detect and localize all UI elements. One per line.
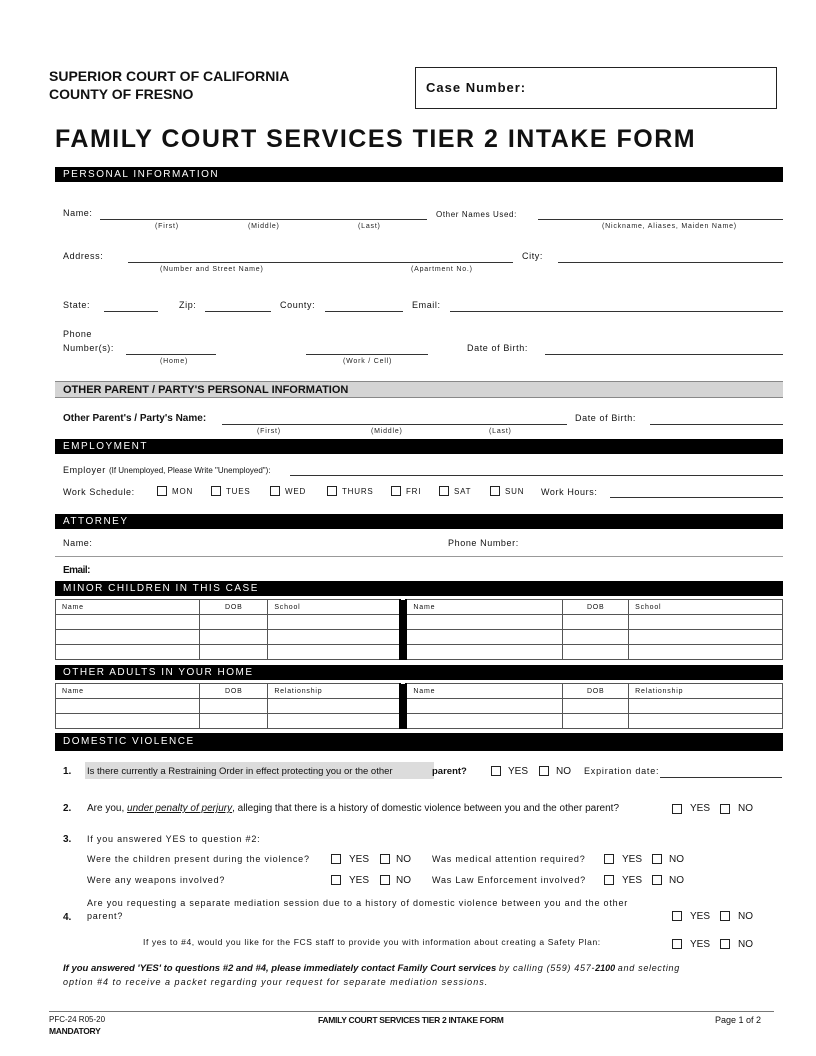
col-dob: DOB <box>200 600 268 615</box>
city-field[interactable] <box>558 262 783 263</box>
case-number-label: Case Number: <box>426 80 527 95</box>
other-names-hint: (Nickname, Aliases, Maiden Name) <box>602 223 737 230</box>
col-school-2: School <box>629 600 783 615</box>
safety-plan-no-checkbox[interactable] <box>720 939 730 949</box>
footer-rule <box>49 1011 774 1012</box>
q4-no-label: NO <box>738 911 753 922</box>
form-title: FAMILY COURT SERVICES TIER 2 INTAKE FORM <box>55 125 697 153</box>
section-attorney: ATTORNEY <box>55 514 783 529</box>
q4-number: 4. <box>63 912 72 923</box>
phone-label-1: Phone <box>63 329 93 339</box>
q4-follow-text: If yes to #4, would you like for the FCS staff to provide you with information about creating a Safety Plan: <box>143 937 601 947</box>
fri-label: FRI <box>406 487 422 496</box>
q3b-no-label: NO <box>669 854 684 865</box>
phone-label-2: Number(s): <box>63 343 115 353</box>
tues-checkbox[interactable] <box>211 486 221 496</box>
col-school: School <box>268 600 400 615</box>
fri-checkbox[interactable] <box>391 486 401 496</box>
dv-note-phone-end: 2100 <box>595 963 616 973</box>
q2-no-label: NO <box>738 803 753 814</box>
q2-number: 2. <box>63 803 72 814</box>
employer-label-text: Employer <box>63 465 106 475</box>
work-hours-field[interactable] <box>610 497 783 498</box>
q3c-text: Were any weapons involved? <box>87 875 226 885</box>
apartment-hint: (Apartment No.) <box>411 266 473 273</box>
tues-label: TUES <box>226 487 251 496</box>
q3a-yes-checkbox[interactable] <box>331 854 341 864</box>
col-name-2: Name <box>406 600 562 615</box>
table-row[interactable] <box>56 630 783 645</box>
name-label: Name: <box>63 208 93 218</box>
dv-note-line2: option #4 to receive a packet regarding your request for separate mediation sessions. <box>63 977 489 987</box>
q1-number: 1. <box>63 766 72 777</box>
q4-no-checkbox[interactable] <box>720 911 730 921</box>
q1-expiration-field[interactable] <box>660 777 782 778</box>
q3b-yes-label: YES <box>622 854 643 865</box>
attorney-divider <box>55 556 783 557</box>
col-name-2: Name <box>406 684 562 699</box>
section-personal-information: PERSONAL INFORMATION <box>55 167 783 182</box>
address-label: Address: <box>63 251 104 261</box>
court-line-1: SUPERIOR COURT OF CALIFORNIA <box>49 68 290 84</box>
safety-plan-no-label: NO <box>738 939 753 950</box>
sat-checkbox[interactable] <box>439 486 449 496</box>
q3b-yes-checkbox[interactable] <box>604 854 614 864</box>
city-label: City: <box>522 251 543 261</box>
name-field[interactable] <box>100 219 427 220</box>
q4-yes-checkbox[interactable] <box>672 911 682 921</box>
section-minor-children: MINOR CHILDREN IN THIS CASE <box>55 581 783 596</box>
section-other-adults: OTHER ADULTS IN YOUR HOME <box>55 665 783 680</box>
q1-expiration-label: Expiration date: <box>584 766 660 776</box>
q3d-yes-label: YES <box>622 875 643 886</box>
dv-note-bold: If you answered 'YES' to questions #2 and #4, please immediately contact Family Court services <box>63 963 497 974</box>
q1-parent: parent? <box>432 766 467 777</box>
section-employment: EMPLOYMENT <box>55 439 783 454</box>
q3c-no-checkbox[interactable] <box>380 875 390 885</box>
zip-field[interactable] <box>205 311 271 312</box>
email-field[interactable] <box>450 311 783 312</box>
home-hint: (Home) <box>160 358 189 365</box>
work-schedule-label: Work Schedule: <box>63 487 135 497</box>
col-relationship: Relationship <box>268 684 400 699</box>
col-relationship-2: Relationship <box>629 684 783 699</box>
q4-text-line2: parent? <box>87 911 124 921</box>
q1-yes-label: YES <box>508 766 529 777</box>
q3c-yes-checkbox[interactable] <box>331 875 341 885</box>
table-row[interactable] <box>56 645 783 660</box>
attorney-email-label: Email: <box>63 565 91 576</box>
state-label: State: <box>63 300 91 310</box>
footer-title: FAMILY COURT SERVICES TIER 2 INTAKE FORM <box>318 1015 504 1025</box>
table-row[interactable] <box>56 615 783 630</box>
q3-number: 3. <box>63 834 72 845</box>
sat-label: SAT <box>454 487 472 496</box>
first-hint: (First) <box>155 223 179 230</box>
q1-no-checkbox[interactable] <box>539 766 549 776</box>
q3a-yes-label: YES <box>349 854 370 865</box>
op-dob-label: Date of Birth: <box>575 413 636 423</box>
op-dob-field[interactable] <box>650 424 783 425</box>
q4-yes-label: YES <box>690 911 711 922</box>
wed-checkbox[interactable] <box>270 486 280 496</box>
q3c-no-label: NO <box>396 875 411 886</box>
attorney-phone-label: Phone Number: <box>448 538 519 548</box>
q3a-text: Were the children present during the violence? <box>87 854 310 864</box>
email-label: Email: <box>412 300 441 310</box>
q3d-text: Was Law Enforcement involved? <box>432 875 586 885</box>
county-field[interactable] <box>325 311 403 312</box>
section-other-parent: OTHER PARENT / PARTY'S PERSONAL INFORMATION <box>55 381 783 398</box>
employer-label <box>63 465 271 475</box>
dv-note-line1 <box>63 963 680 974</box>
employer-hint: (If Unemployed, Please Write "Unemployed"): <box>108 466 271 475</box>
street-hint: (Number and Street Name) <box>160 266 264 273</box>
zip-label: Zip: <box>179 300 197 310</box>
col-dob-2: DOB <box>563 684 629 699</box>
page-number: Page 1 of 2 <box>715 1015 762 1025</box>
form-id: PFC-24 R05-20 <box>49 1015 106 1024</box>
middle-hint: (Middle) <box>248 223 280 230</box>
q3a-no-label: NO <box>396 854 411 865</box>
children-table <box>55 599 783 660</box>
court-name <box>49 67 289 103</box>
op-middle-hint: (Middle) <box>371 428 403 435</box>
col-name: Name <box>56 684 200 699</box>
q3d-yes-checkbox[interactable] <box>604 875 614 885</box>
section-domestic-violence: DOMESTIC VIOLENCE <box>55 733 783 751</box>
sun-label: SUN <box>505 487 525 496</box>
q3-text: If you answered YES to question #2: <box>87 834 261 844</box>
q3c-yes-label: YES <box>349 875 370 886</box>
q2-yes-checkbox[interactable] <box>672 804 682 814</box>
thurs-checkbox[interactable] <box>327 486 337 496</box>
q3d-no-checkbox[interactable] <box>652 875 662 885</box>
safety-plan-yes-label: YES <box>690 939 711 950</box>
attorney-name-label: Name: <box>63 538 93 548</box>
q3a-no-checkbox[interactable] <box>380 854 390 864</box>
q2-no-checkbox[interactable] <box>720 804 730 814</box>
work-hint: (Work / Cell) <box>343 358 393 365</box>
employer-field[interactable] <box>290 475 783 476</box>
dv-note-rest: by calling (559) 457- <box>498 963 596 973</box>
county-label: County: <box>280 300 316 310</box>
work-phone-field[interactable] <box>306 354 428 355</box>
state-field[interactable] <box>104 311 158 312</box>
q2-perjury: under penalty of perjury <box>127 803 233 814</box>
mandatory-label: MANDATORY <box>49 1026 101 1036</box>
court-line-2: COUNTY OF FRESNO <box>49 86 194 102</box>
other-parent-name-label: Other Parent's / Party's Name: <box>63 413 207 424</box>
dob-field[interactable] <box>545 354 783 355</box>
dob-label: Date of Birth: <box>467 343 528 353</box>
other-names-label: Other Names Used: <box>436 210 517 219</box>
mon-label: MON <box>172 487 194 496</box>
q4-text-line1: Are you requesting a separate mediation session due to a history of domestic violence between you and the other <box>87 898 629 908</box>
dv-note-rest2: and selecting <box>617 963 680 973</box>
table-header-row <box>56 600 783 615</box>
adults-table <box>55 683 783 729</box>
address-field[interactable] <box>128 262 513 263</box>
col-name: Name <box>56 600 200 615</box>
q2-yes-label: YES <box>690 803 711 814</box>
q1-no-label: NO <box>556 766 571 777</box>
other-parent-name-field[interactable] <box>222 424 567 425</box>
q3b-text: Was medical attention required? <box>432 854 586 864</box>
table-header-row <box>56 684 783 699</box>
q3b-no-checkbox[interactable] <box>652 854 662 864</box>
last-hint: (Last) <box>358 223 381 230</box>
col-dob: DOB <box>200 684 268 699</box>
table-row[interactable] <box>56 714 783 729</box>
table-row[interactable] <box>56 699 783 714</box>
home-phone-field[interactable] <box>126 354 216 355</box>
thurs-label: THURS <box>342 487 374 496</box>
work-hours-label: Work Hours: <box>541 487 598 497</box>
q1-yes-checkbox[interactable] <box>491 766 501 776</box>
sun-checkbox[interactable] <box>490 486 500 496</box>
other-names-field[interactable] <box>538 219 783 220</box>
op-last-hint: (Last) <box>489 428 512 435</box>
case-number-field[interactable] <box>415 67 777 109</box>
q1-text: Is there currently a Restraining Order in effect protecting you or the other <box>87 766 393 777</box>
op-first-hint: (First) <box>257 428 281 435</box>
wed-label: WED <box>285 487 307 496</box>
q3d-no-label: NO <box>669 875 684 886</box>
col-dob-2: DOB <box>563 600 629 615</box>
mon-checkbox[interactable] <box>157 486 167 496</box>
safety-plan-yes-checkbox[interactable] <box>672 939 682 949</box>
q2-text-a: Are you, <box>87 803 125 814</box>
q2-text-c: , alleging that there is a history of domestic violence between you and the other parent? <box>232 803 620 814</box>
q2-text <box>87 803 619 814</box>
